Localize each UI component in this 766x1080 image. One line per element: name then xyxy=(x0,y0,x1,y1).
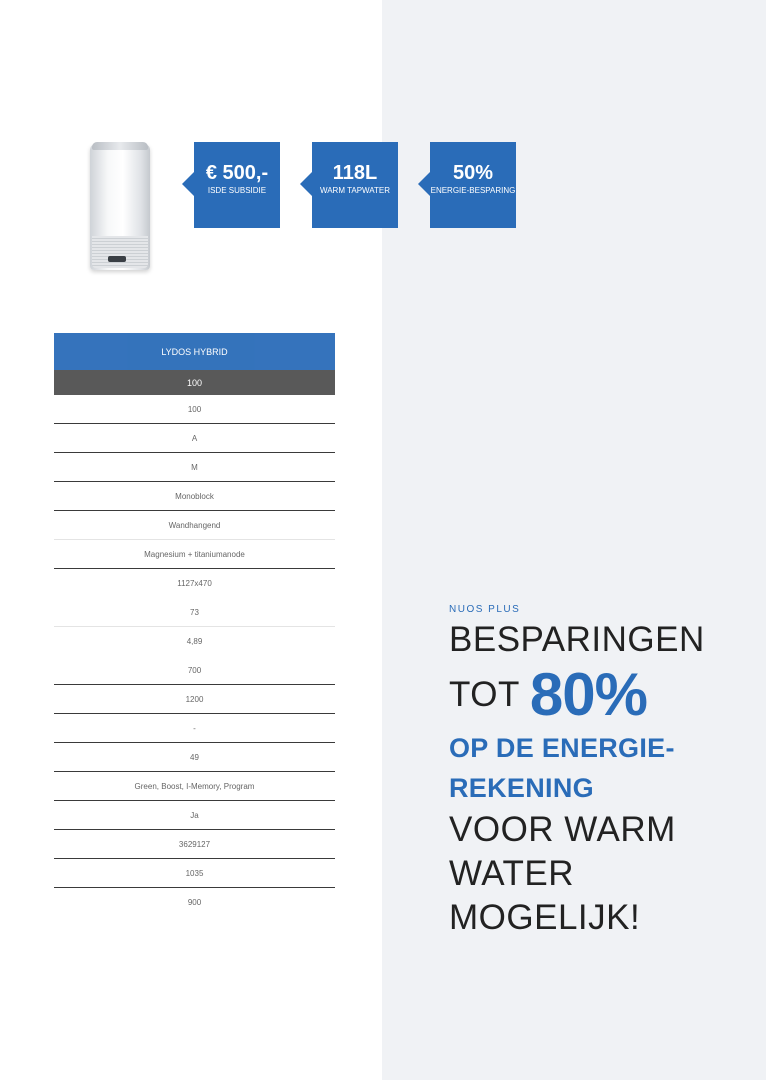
promo-line-4: REKENING xyxy=(449,773,594,803)
heat-pump-boiler-image xyxy=(86,140,156,276)
subsidy-label: ISDE SUBSIDIE xyxy=(207,186,267,195)
spec-table xyxy=(54,333,335,917)
promo-label: NUOS PLUS xyxy=(449,604,521,615)
energy-saving-label: ENERGIE-BESPARING xyxy=(430,186,516,195)
spec-row: Monoblock xyxy=(54,482,335,511)
spec-row: 3629127 xyxy=(54,830,335,859)
spec-row: 100 xyxy=(54,395,335,424)
subsidy-value: € 500,- xyxy=(205,162,269,184)
spec-row: 1200 xyxy=(54,685,335,714)
boiler-top-cap xyxy=(92,142,148,150)
spec-row: M xyxy=(54,453,335,482)
spec-row: 700 xyxy=(54,656,335,685)
spec-row: Ja xyxy=(54,801,335,830)
promo-line-6: WATER xyxy=(449,854,574,893)
spec-row: 1127x470 xyxy=(177,578,212,588)
spec-row: - xyxy=(54,714,335,743)
spec-row: 900 xyxy=(187,897,202,907)
promo-tot-line xyxy=(449,662,749,728)
promo-block xyxy=(449,604,749,940)
spec-row: 4,89 xyxy=(186,636,203,646)
spec-row: A xyxy=(54,424,335,453)
tapwater-label: WARM TAPWATER xyxy=(319,186,391,195)
tapwater-value: 118L xyxy=(332,162,378,184)
spec-table-subheader: 100 xyxy=(54,370,335,395)
tapwater-badge xyxy=(312,142,398,228)
promo-line-7: MOGELIJK! xyxy=(449,898,641,937)
spec-row: 1035 xyxy=(54,859,335,888)
spec-row: Magnesium + titaniumanode xyxy=(54,540,335,569)
promo-tot: TOT xyxy=(449,675,520,714)
promo-line-1: BESPARINGEN xyxy=(449,620,705,659)
spec-row: 73 xyxy=(54,598,335,627)
spec-row: 49 xyxy=(54,743,335,772)
promo-line-5: VOOR WARM xyxy=(449,810,676,849)
spec-table-header: LYDOS HYBRID xyxy=(54,333,335,370)
energy-saving-badge xyxy=(430,142,516,228)
energy-saving-value: 50% xyxy=(452,162,494,184)
spec-row: Green, Boost, I-Memory, Program xyxy=(54,772,335,801)
subsidy-badge xyxy=(194,142,280,228)
boiler-display xyxy=(108,256,126,262)
boiler-grille xyxy=(92,236,148,268)
promo-line-3: OP DE ENERGIE- xyxy=(449,733,675,763)
spec-row: Wandhangend xyxy=(54,511,335,540)
promo-percent: 80% xyxy=(529,661,647,728)
